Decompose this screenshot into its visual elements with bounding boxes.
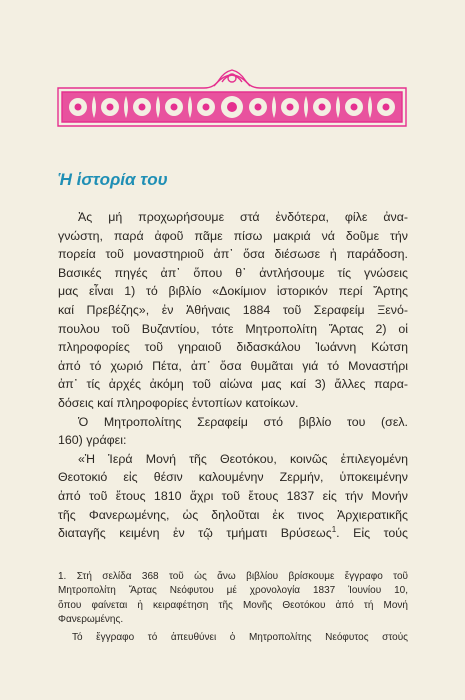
text-line: καί Πρεβέζης», ἐν Ἀθήναις 1884 τοῦ Σεραφείμ Ξενό- (58, 302, 408, 317)
section-title: Ἡ ἱστορία του (58, 170, 168, 189)
text-line: Ἀς μή προχωρήσουμε στά ἐνδότερα, φίλε ἀνα- (78, 210, 408, 224)
text-line: Βασικές πηγές ἀπ᾽ ὅπου θ᾽ ἀντλήσουμε τίς γνώσεις (58, 265, 408, 280)
footnote-line: Τό ἔγγραφο τό ἀπευθύνει ὁ Μητροπολίτης Νεόφυτος στούς (72, 632, 408, 644)
text-line: δόσεις καί πληροφορίες ἐντοπίων κατοίκων. (58, 395, 299, 410)
text-line: πορεία τοῦ μοναστηριοῦ ἀπ᾽ ὅσα διέσωσε ἡ παράδοση. (58, 247, 408, 262)
text-line: Ὁ Μητροπολίτης Σεραφείμ στό βιβλίο του (σελ. (78, 414, 408, 429)
footnote-line: 1. Στή σελίδα 368 τοῦ ὡς ἄνω βιβλίου βρίσκουμε ἔγγραφο τοῦ (58, 571, 408, 582)
footnote-line: Φανερωμένης. (58, 613, 124, 625)
text-line: 160) γράφει: (58, 433, 127, 448)
text-line: ἀπ᾽ τίς ἀρχές ἀκόμη τοῦ αἰώνα μας καί 3) ἄλλες παρα- (58, 377, 408, 392)
footnote-marker[interactable]: 1 (331, 524, 337, 534)
text-segment: διαταγῆς κειμένη ἐν τῷ τμήματι Βρύσεως (58, 526, 332, 541)
text-line: γνώστη, παρά ἀφοῦ πᾶμε πίσω μακριά νά δοῦμε τήν (58, 228, 408, 243)
decorative-headpiece (54, 66, 410, 130)
footnotes (58, 570, 408, 645)
text-line: «Ἡ Ἱερά Μονή τῆς Θεοτόκου, κοινῶς ἐπιλεγομένη (78, 451, 408, 466)
footnote-line: ὅπου φαίνεται ἡ κειραφέτηση τῆς Μονῆς Θεοτόκου ἀπό τή Μονή (58, 599, 408, 611)
text-line: τῆς Φανερωμένης, ὡς δηλοῦται ἐκ τινος Ἀρχιερατικῆς (58, 507, 408, 522)
text-line-with-footnote: διαταγῆς κειμένη ἐν τῷ τμήματι Βρύσεως$^1$. Εἰς τούς (58, 524, 408, 541)
body-text (58, 208, 408, 543)
footnote-line: Μητροπολίτη Ἄρτας Νεόφυτου μέ χρονολογία 1837 Ἰουνίου 10, (58, 585, 408, 597)
text-line: μας εἶναι 1) τό βιβλίο «Δοκίμιον ἱστορικόν περί Ἄρτης (58, 284, 408, 299)
text-line: πουλου τοῦ Βυζαντίου, τότε Μητροπολίτη Ἄρτας 2) οἱ (58, 321, 408, 336)
text-line: ἀπό τό χωριό Πέτα, ἀπ᾽ ὅσα θυμᾶται γιά τό Μοναστήρι (58, 358, 408, 373)
text-line: Θεοτοκιό εἰς θέσιν καλουμένην Ζερμήν, ὑποκειμένην (58, 470, 408, 485)
text-line: ἀπό τοῦ ἔτους 1810 ἄχρι τοῦ ἔτους 1837 εἰς τήν Μονήν (58, 488, 408, 503)
text-line: πληροφορίες τοῦ γηραιοῦ διδασκάλου Ἰωάννη Κώτση (58, 340, 408, 355)
text-segment: Εἰς τούς (353, 526, 408, 541)
